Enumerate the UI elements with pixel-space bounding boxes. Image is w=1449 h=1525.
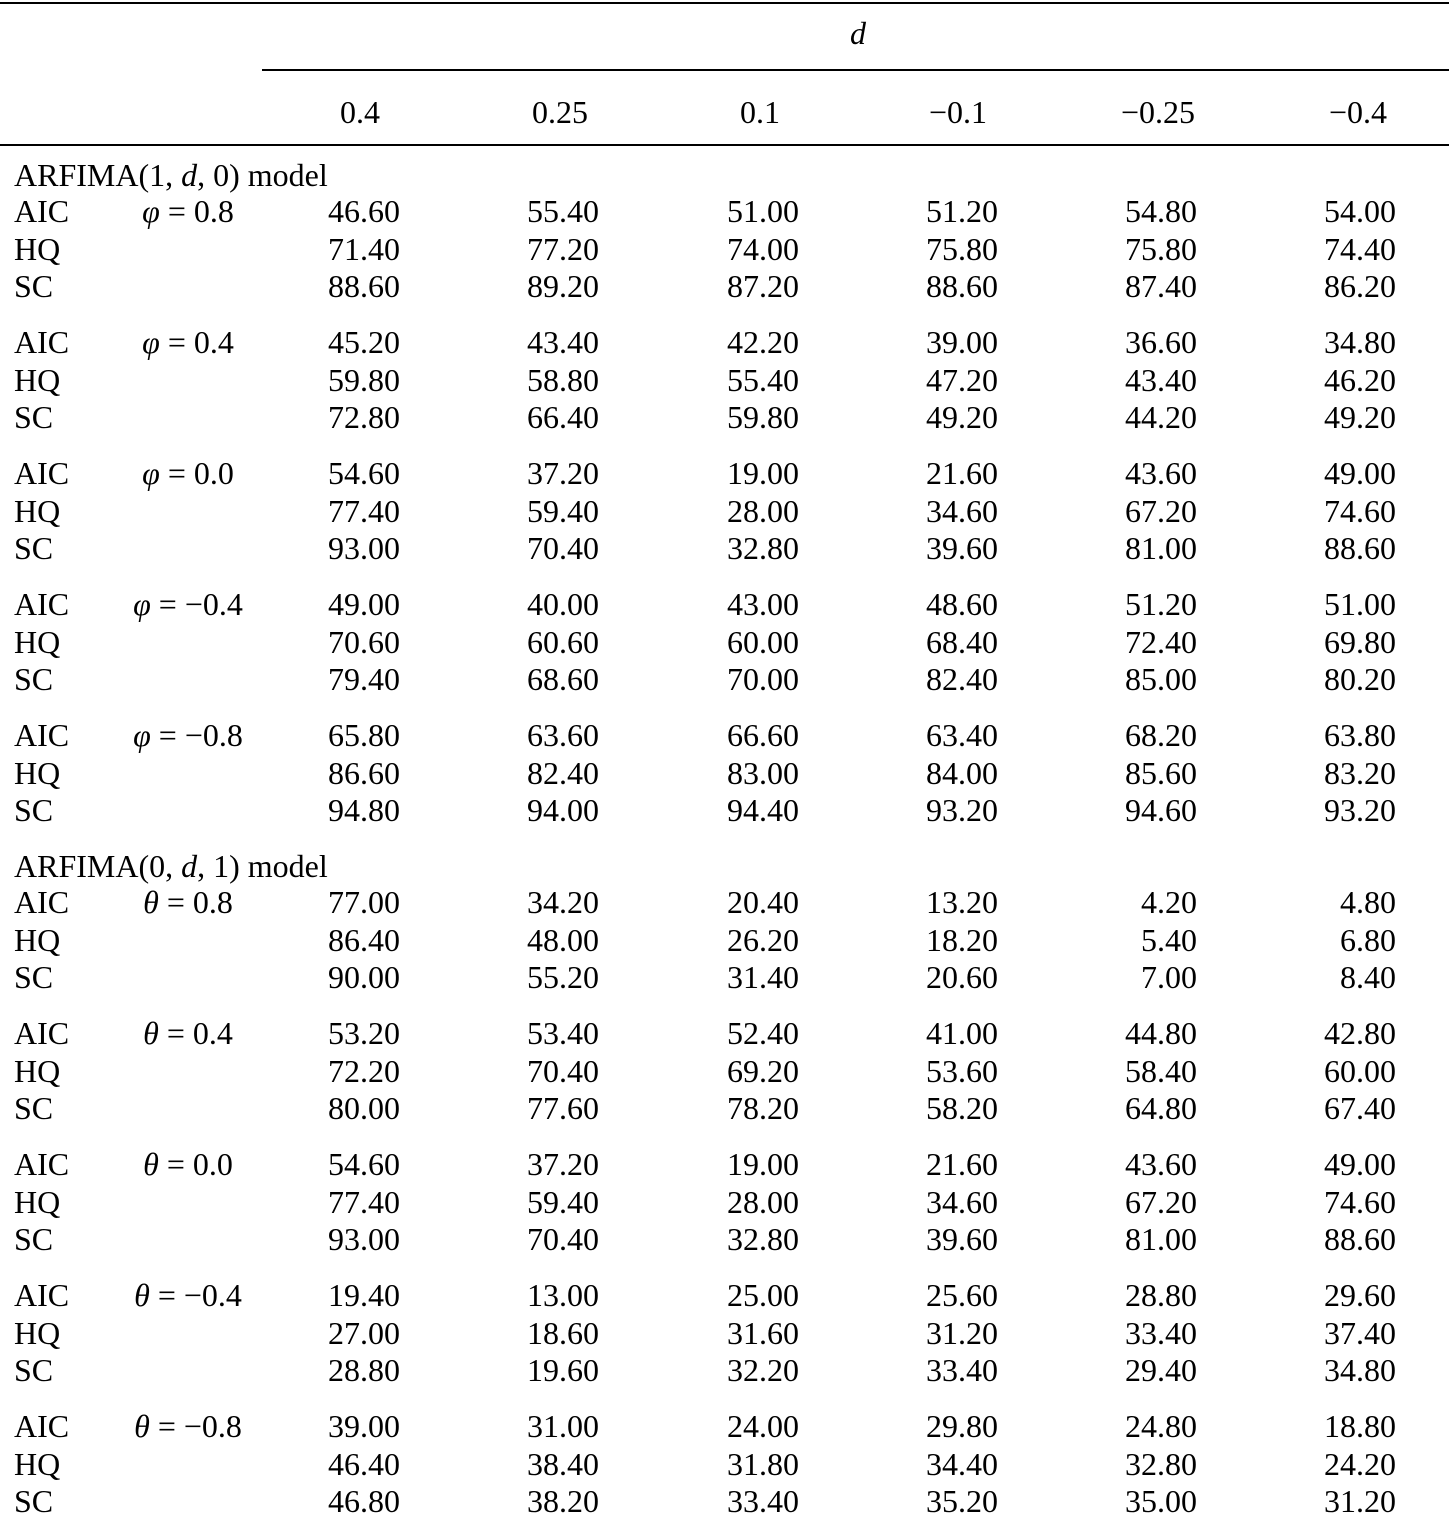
table-cell: 59.40	[527, 1183, 599, 1220]
criterion-label: SC	[14, 661, 54, 697]
table-cell: 77.00	[328, 884, 400, 920]
table-cell: 33.40	[1125, 1314, 1197, 1351]
table-cell: 54.60	[328, 1146, 400, 1182]
table-cell: 80.20	[1324, 661, 1396, 697]
table-cell: 70.40	[527, 530, 599, 566]
table-cell: 32.80	[1125, 1445, 1197, 1482]
table-cell: 93.20	[926, 792, 998, 828]
criterion-label: SC	[14, 1090, 54, 1126]
table-cell: 71.40	[328, 230, 400, 267]
table-cell: 85.00	[1125, 661, 1197, 697]
table-cell: 34.80	[1324, 1352, 1396, 1388]
table-cell: 77.40	[328, 492, 400, 529]
table-cell: 94.60	[1125, 792, 1197, 828]
table-cell: 82.40	[527, 754, 599, 791]
table-cell: 24.20	[1324, 1445, 1396, 1482]
table-cell: 39.60	[926, 530, 998, 566]
table-cell: 83.00	[727, 754, 799, 791]
table-cell: 83.20	[1324, 754, 1396, 791]
parameter-label: θ = 0.4	[143, 1015, 233, 1051]
table-cell: 7.00	[1141, 959, 1197, 995]
table-cell: 75.80	[926, 230, 998, 267]
criterion-label: SC	[14, 792, 54, 828]
table-cell: 59.80	[727, 399, 799, 435]
parameter-label: φ = −0.4	[133, 586, 243, 622]
table-cell: 55.20	[527, 959, 599, 995]
table-cell: 66.40	[527, 399, 599, 435]
table-cell: 20.40	[727, 884, 799, 920]
table-cell: 67.40	[1324, 1090, 1396, 1126]
criterion-label: HQ	[14, 361, 61, 398]
table-cell: 72.80	[328, 399, 400, 435]
table-cell: 38.20	[527, 1483, 599, 1519]
table-cell: 31.60	[727, 1314, 799, 1351]
criterion-label: HQ	[14, 1183, 61, 1220]
table-cell: 60.00	[1324, 1052, 1396, 1089]
table-cell: 80.00	[328, 1090, 400, 1126]
table-cell: 82.40	[926, 661, 998, 697]
table-cell: 94.40	[727, 792, 799, 828]
column-header: −0.1	[928, 94, 988, 130]
table-cell: 59.40	[527, 492, 599, 529]
table-cell: 25.60	[926, 1277, 998, 1313]
table-cell: 87.40	[1125, 268, 1197, 304]
criterion-label: HQ	[14, 1314, 61, 1351]
criterion-label: SC	[14, 1352, 54, 1388]
table-cell: 74.00	[727, 230, 799, 267]
table-cell: 46.40	[328, 1445, 400, 1482]
table-cell: 34.60	[926, 1183, 998, 1220]
table-cell: 66.60	[727, 717, 799, 753]
criterion-label: HQ	[14, 492, 61, 529]
criterion-label: AIC	[14, 1277, 70, 1313]
table-cell: 93.00	[328, 530, 400, 566]
criterion-label: HQ	[14, 754, 61, 791]
table-cell: 69.20	[727, 1052, 799, 1089]
parameter-label: φ = −0.8	[133, 717, 243, 753]
table-cell: 74.40	[1324, 230, 1396, 267]
table-cell: 28.80	[328, 1352, 400, 1388]
table-cell: 38.40	[527, 1445, 599, 1482]
table-cell: 53.60	[926, 1052, 998, 1089]
table-cell: 51.00	[727, 193, 799, 229]
criterion-label: HQ	[14, 921, 61, 958]
table-cell: 58.20	[926, 1090, 998, 1126]
table-cell: 34.60	[926, 492, 998, 529]
table-cell: 68.20	[1125, 717, 1197, 753]
table-cell: 67.20	[1125, 1183, 1197, 1220]
column-header: −0.25	[1120, 94, 1196, 130]
table-cell: 26.20	[727, 921, 799, 958]
table-cell: 68.40	[926, 623, 998, 660]
criterion-label: AIC	[14, 193, 70, 229]
table-cell: 70.00	[727, 661, 799, 697]
table-cell: 81.00	[1125, 1221, 1197, 1257]
table-cell: 48.60	[926, 586, 998, 622]
spanner-rule	[262, 69, 1449, 71]
table-cell: 75.80	[1125, 230, 1197, 267]
table-cell: 19.00	[727, 455, 799, 491]
table-cell: 84.00	[926, 754, 998, 791]
table-cell: 49.00	[1324, 455, 1396, 491]
table-cell: 29.80	[926, 1408, 998, 1444]
table-cell: 32.80	[727, 1221, 799, 1257]
table-cell: 60.60	[527, 623, 599, 660]
table-cell: 78.20	[727, 1090, 799, 1126]
table-cell: 8.40	[1340, 959, 1396, 995]
criterion-label: SC	[14, 1483, 54, 1519]
table-cell: 88.60	[328, 268, 400, 304]
table-cell: 67.20	[1125, 492, 1197, 529]
table-cell: 42.80	[1324, 1015, 1396, 1051]
parameter-label: θ = 0.0	[143, 1146, 233, 1182]
table-cell: 55.40	[727, 361, 799, 398]
parameter-label: φ = 0.4	[142, 324, 234, 360]
table-cell: 46.60	[328, 193, 400, 229]
table-cell: 39.00	[926, 324, 998, 360]
table-cell: 53.20	[328, 1015, 400, 1051]
table-cell: 88.60	[1324, 530, 1396, 566]
table-cell: 70.40	[527, 1221, 599, 1257]
criterion-label: SC	[14, 530, 54, 566]
table-cell: 5.40	[1141, 921, 1197, 958]
column-header: 0.4	[340, 94, 380, 130]
criterion-label: AIC	[14, 1015, 70, 1051]
table-cell: 49.00	[1324, 1146, 1396, 1182]
table-cell: 45.20	[328, 324, 400, 360]
table-cell: 86.20	[1324, 268, 1396, 304]
table-cell: 63.80	[1324, 717, 1396, 753]
criterion-label: AIC	[14, 1146, 70, 1182]
table-cell: 51.00	[1324, 586, 1396, 622]
table-cell: 94.80	[328, 792, 400, 828]
table-cell: 44.80	[1125, 1015, 1197, 1051]
table-cell: 43.40	[527, 324, 599, 360]
table-cell: 28.80	[1125, 1277, 1197, 1313]
table-cell: 58.80	[527, 361, 599, 398]
table-cell: 19.00	[727, 1146, 799, 1182]
table-cell: 32.80	[727, 530, 799, 566]
table-cell: 46.20	[1324, 361, 1396, 398]
column-header: −0.4	[1328, 94, 1388, 130]
table-cell: 51.20	[926, 193, 998, 229]
table-cell: 18.60	[527, 1314, 599, 1351]
table-cell: 86.60	[328, 754, 400, 791]
table-cell: 28.00	[727, 1183, 799, 1220]
criterion-label: HQ	[14, 230, 61, 267]
table-cell: 37.20	[527, 455, 599, 491]
parameter-label: φ = 0.0	[142, 455, 234, 491]
table-cell: 55.40	[527, 193, 599, 229]
table-cell: 60.00	[727, 623, 799, 660]
table-cell: 47.20	[926, 361, 998, 398]
criterion-label: SC	[14, 268, 54, 304]
table-cell: 32.20	[727, 1352, 799, 1388]
criterion-label: SC	[14, 959, 54, 995]
table-cell: 88.60	[1324, 1221, 1396, 1257]
criterion-label: AIC	[14, 455, 70, 491]
table-cell: 20.60	[926, 959, 998, 995]
table-cell: 49.00	[328, 586, 400, 622]
table-cell: 54.80	[1125, 193, 1197, 229]
criterion-label: AIC	[14, 717, 70, 753]
table-cell: 40.00	[527, 586, 599, 622]
table-cell: 89.20	[527, 268, 599, 304]
table-cell: 21.60	[926, 1146, 998, 1182]
table-cell: 49.20	[1324, 399, 1396, 435]
table-cell: 46.80	[328, 1483, 400, 1519]
table-cell: 44.20	[1125, 399, 1197, 435]
table-cell: 31.40	[727, 959, 799, 995]
table-cell: 27.00	[328, 1314, 400, 1351]
table-cell: 88.60	[926, 268, 998, 304]
table-cell: 93.20	[1324, 792, 1396, 828]
table-cell: 29.40	[1125, 1352, 1197, 1388]
table-cell: 25.00	[727, 1277, 799, 1313]
table-cell: 77.40	[328, 1183, 400, 1220]
table-cell: 34.80	[1324, 324, 1396, 360]
criterion-label: AIC	[14, 884, 70, 920]
table-cell: 70.40	[527, 1052, 599, 1089]
section-title: ARFIMA(1, d, 0) model	[14, 157, 328, 193]
table-cell: 35.00	[1125, 1483, 1197, 1519]
table-cell: 49.20	[926, 399, 998, 435]
table-cell: 43.00	[727, 586, 799, 622]
table-cell: 18.20	[926, 921, 998, 958]
criterion-label: AIC	[14, 586, 70, 622]
table-cell: 68.60	[527, 661, 599, 697]
table-cell: 6.80	[1340, 921, 1396, 958]
table-cell: 53.40	[527, 1015, 599, 1051]
spanner-d: d	[850, 15, 866, 51]
table-cell: 63.60	[527, 717, 599, 753]
table-cell: 34.40	[926, 1445, 998, 1482]
column-header: 0.1	[740, 94, 780, 130]
criterion-label: AIC	[14, 324, 70, 360]
table-cell: 29.60	[1324, 1277, 1396, 1313]
table-cell: 43.60	[1125, 1146, 1197, 1182]
table-cell: 24.00	[727, 1408, 799, 1444]
table-cell: 43.60	[1125, 455, 1197, 491]
table-cell: 48.00	[527, 921, 599, 958]
table-cell: 13.00	[527, 1277, 599, 1313]
top-rule	[0, 2, 1449, 4]
table-cell: 72.40	[1125, 623, 1197, 660]
table-cell: 58.40	[1125, 1052, 1197, 1089]
table-cell: 43.40	[1125, 361, 1197, 398]
table-cell: 54.60	[328, 455, 400, 491]
table-cell: 81.00	[1125, 530, 1197, 566]
table-cell: 28.00	[727, 492, 799, 529]
table-cell: 31.00	[527, 1408, 599, 1444]
table-cell: 77.20	[527, 230, 599, 267]
table-cell: 31.80	[727, 1445, 799, 1482]
table-cell: 77.60	[527, 1090, 599, 1126]
criterion-label: HQ	[14, 623, 61, 660]
table-cell: 39.60	[926, 1221, 998, 1257]
table-cell: 79.40	[328, 661, 400, 697]
table-cell: 52.40	[727, 1015, 799, 1051]
table-cell: 59.80	[328, 361, 400, 398]
parameter-label: θ = 0.8	[143, 884, 233, 920]
table-cell: 33.40	[926, 1352, 998, 1388]
criterion-label: AIC	[14, 1408, 70, 1444]
table-cell: 72.20	[328, 1052, 400, 1089]
parameter-label: φ = 0.8	[142, 193, 234, 229]
criterion-label: SC	[14, 1221, 54, 1257]
criterion-label: HQ	[14, 1052, 61, 1089]
table-cell: 21.60	[926, 455, 998, 491]
section-title: ARFIMA(0, d, 1) model	[14, 848, 328, 884]
column-header: 0.25	[532, 94, 588, 130]
table-cell: 31.20	[926, 1314, 998, 1351]
table-cell: 64.80	[1125, 1090, 1197, 1126]
table-cell: 74.60	[1324, 492, 1396, 529]
table-cell: 13.20	[926, 884, 998, 920]
table-cell: 36.60	[1125, 324, 1197, 360]
table-cell: 85.60	[1125, 754, 1197, 791]
table-cell: 70.60	[328, 623, 400, 660]
table-cell: 51.20	[1125, 586, 1197, 622]
header-rule	[0, 144, 1449, 146]
table-cell: 39.00	[328, 1408, 400, 1444]
table-cell: 54.00	[1324, 193, 1396, 229]
table-cell: 41.00	[926, 1015, 998, 1051]
table-cell: 19.40	[328, 1277, 400, 1313]
table-cell: 63.40	[926, 717, 998, 753]
table-cell: 90.00	[328, 959, 400, 995]
table-cell: 18.80	[1324, 1408, 1396, 1444]
parameter-label: θ = −0.4	[134, 1277, 242, 1313]
table-cell: 86.40	[328, 921, 400, 958]
parameter-label: θ = −0.8	[134, 1408, 242, 1444]
table-cell: 94.00	[527, 792, 599, 828]
table-cell: 4.20	[1141, 884, 1197, 920]
table-cell: 4.80	[1340, 884, 1396, 920]
table-cell: 42.20	[727, 324, 799, 360]
table-cell: 31.20	[1324, 1483, 1396, 1519]
table-cell: 93.00	[328, 1221, 400, 1257]
table-cell: 37.20	[527, 1146, 599, 1182]
table-cell: 65.80	[328, 717, 400, 753]
table-cell: 87.20	[727, 268, 799, 304]
criterion-label: SC	[14, 399, 54, 435]
table-cell: 24.80	[1125, 1408, 1197, 1444]
table-cell: 33.40	[727, 1483, 799, 1519]
table-cell: 35.20	[926, 1483, 998, 1519]
table-cell: 74.60	[1324, 1183, 1396, 1220]
criterion-label: HQ	[14, 1445, 61, 1482]
table-cell: 34.20	[527, 884, 599, 920]
table-cell: 69.80	[1324, 623, 1396, 660]
table-cell: 37.40	[1324, 1314, 1396, 1351]
table-cell: 19.60	[527, 1352, 599, 1388]
